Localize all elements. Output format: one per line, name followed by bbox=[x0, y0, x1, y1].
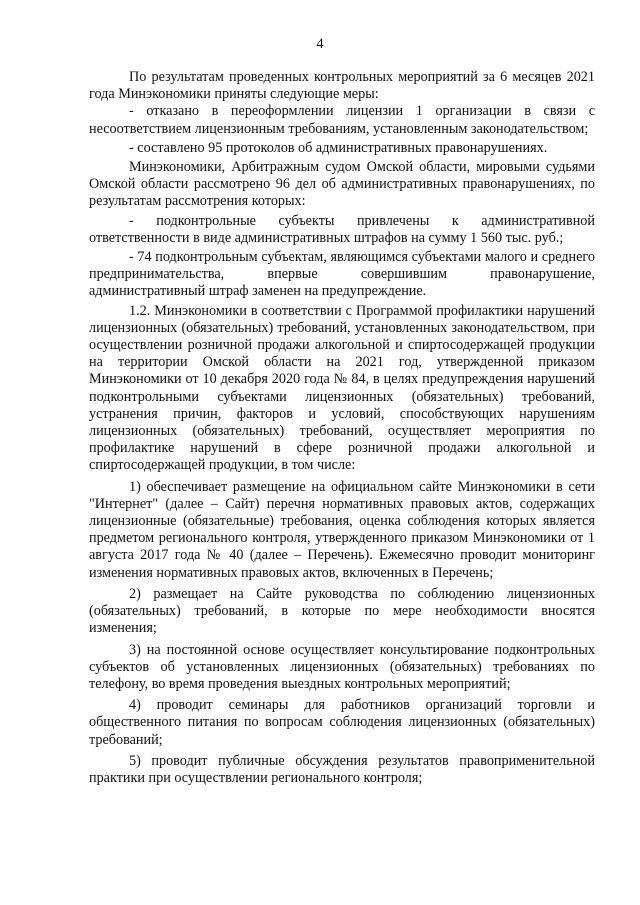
list-item-4: 4) проводит семинары для работников организаций торговли и общественного питания по вопросам соблюдения лицензионных (обязательных) требований; bbox=[89, 697, 595, 748]
paragraph-results-intro: По результатам проведенных контрольных мероприятий за 6 месяцев 2021 года Минэкономики приняты следующие меры: bbox=[89, 69, 595, 103]
paragraph-fines: - подконтрольные субъекты привлечены к административной ответственности в виде административных штрафов на сумму 1 560 тыс. руб.; bbox=[89, 212, 595, 246]
list-item-5: 5) проводит публичные обсуждения результатов правоприменительной практики при осуществлении регионального контроля; bbox=[89, 752, 595, 786]
page-number: 4 bbox=[316, 36, 324, 52]
list-item-2: 2) размещает на Сайте руководства по соблюдению лицензионных (обязательных) требований, в которые по мере необходимости вносятся изменения; bbox=[89, 585, 595, 637]
list-item-1: 1) обеспечивает размещение на официальном сайте Минэкономики в сети "Интернет" (далее – Сайт) перечня нормативных правовых актов, содержащих лицензионные (обязательные) требования, оценка соблюдения которых является предметом регионального контроля, утвержденного приказом Минэкономики от 1 августа 2017 года № 40 (далее – Перечень). Ежемесячно проводит мониторинг изменения нормативных правовых актов, включенных в Перечень; bbox=[89, 478, 595, 581]
list-item-3: 3) на постоянной основе осуществляет консультирование подконтрольных субъектов об установленных лицензионных (обязательных) требованиях по телефону, во время проведения выездных контрольных мероприятий; bbox=[89, 641, 595, 692]
paragraph-cases-considered: Минэкономики, Арбитражным судом Омской области, мировыми судьями Омской области рассмотрено 96 дел об административных правонарушениях, по результатам рассмотрения которых: bbox=[89, 159, 595, 210]
paragraph-license-refusal: - отказано в переоформлении лицензии 1 организации в связи с несоответствием лицензионным требованиям, установленным законодательством; bbox=[89, 103, 595, 137]
document-body bbox=[89, 69, 595, 787]
paragraph-prevention-program: 1.2. Минэкономики в соответствии с Программой профилактики нарушений лицензионных (обязательных) требований, установленных законодательством, при осуществлении розничной продажи алкогольной и спиртосодержащей продукции на территории Омской области на 2021 год, утвержденной приказом Минэкономики от 10 декабря 2020 года № 84, в целях предупреждения нарушений подконтрольными субъектами лицензионных (обязательных) требований, устранения причин, факторов и условий, способствующих нарушениям лицензионных (обязательных) требований, осуществляет мероприятия по профилактике нарушений в сфере розничной продажи алкогольной и спиртосодержащей продукции, в том числе: bbox=[89, 302, 595, 474]
paragraph-warnings: - 74 подконтрольным субъектам, являющимся субъектами малого и среднего предпринимательства, впервые совершившим правонарушение, административный штраф заменен на предупреждение. bbox=[89, 249, 595, 300]
paragraph-protocols: - составлено 95 протоколов об административных правонарушениях. bbox=[129, 139, 548, 156]
